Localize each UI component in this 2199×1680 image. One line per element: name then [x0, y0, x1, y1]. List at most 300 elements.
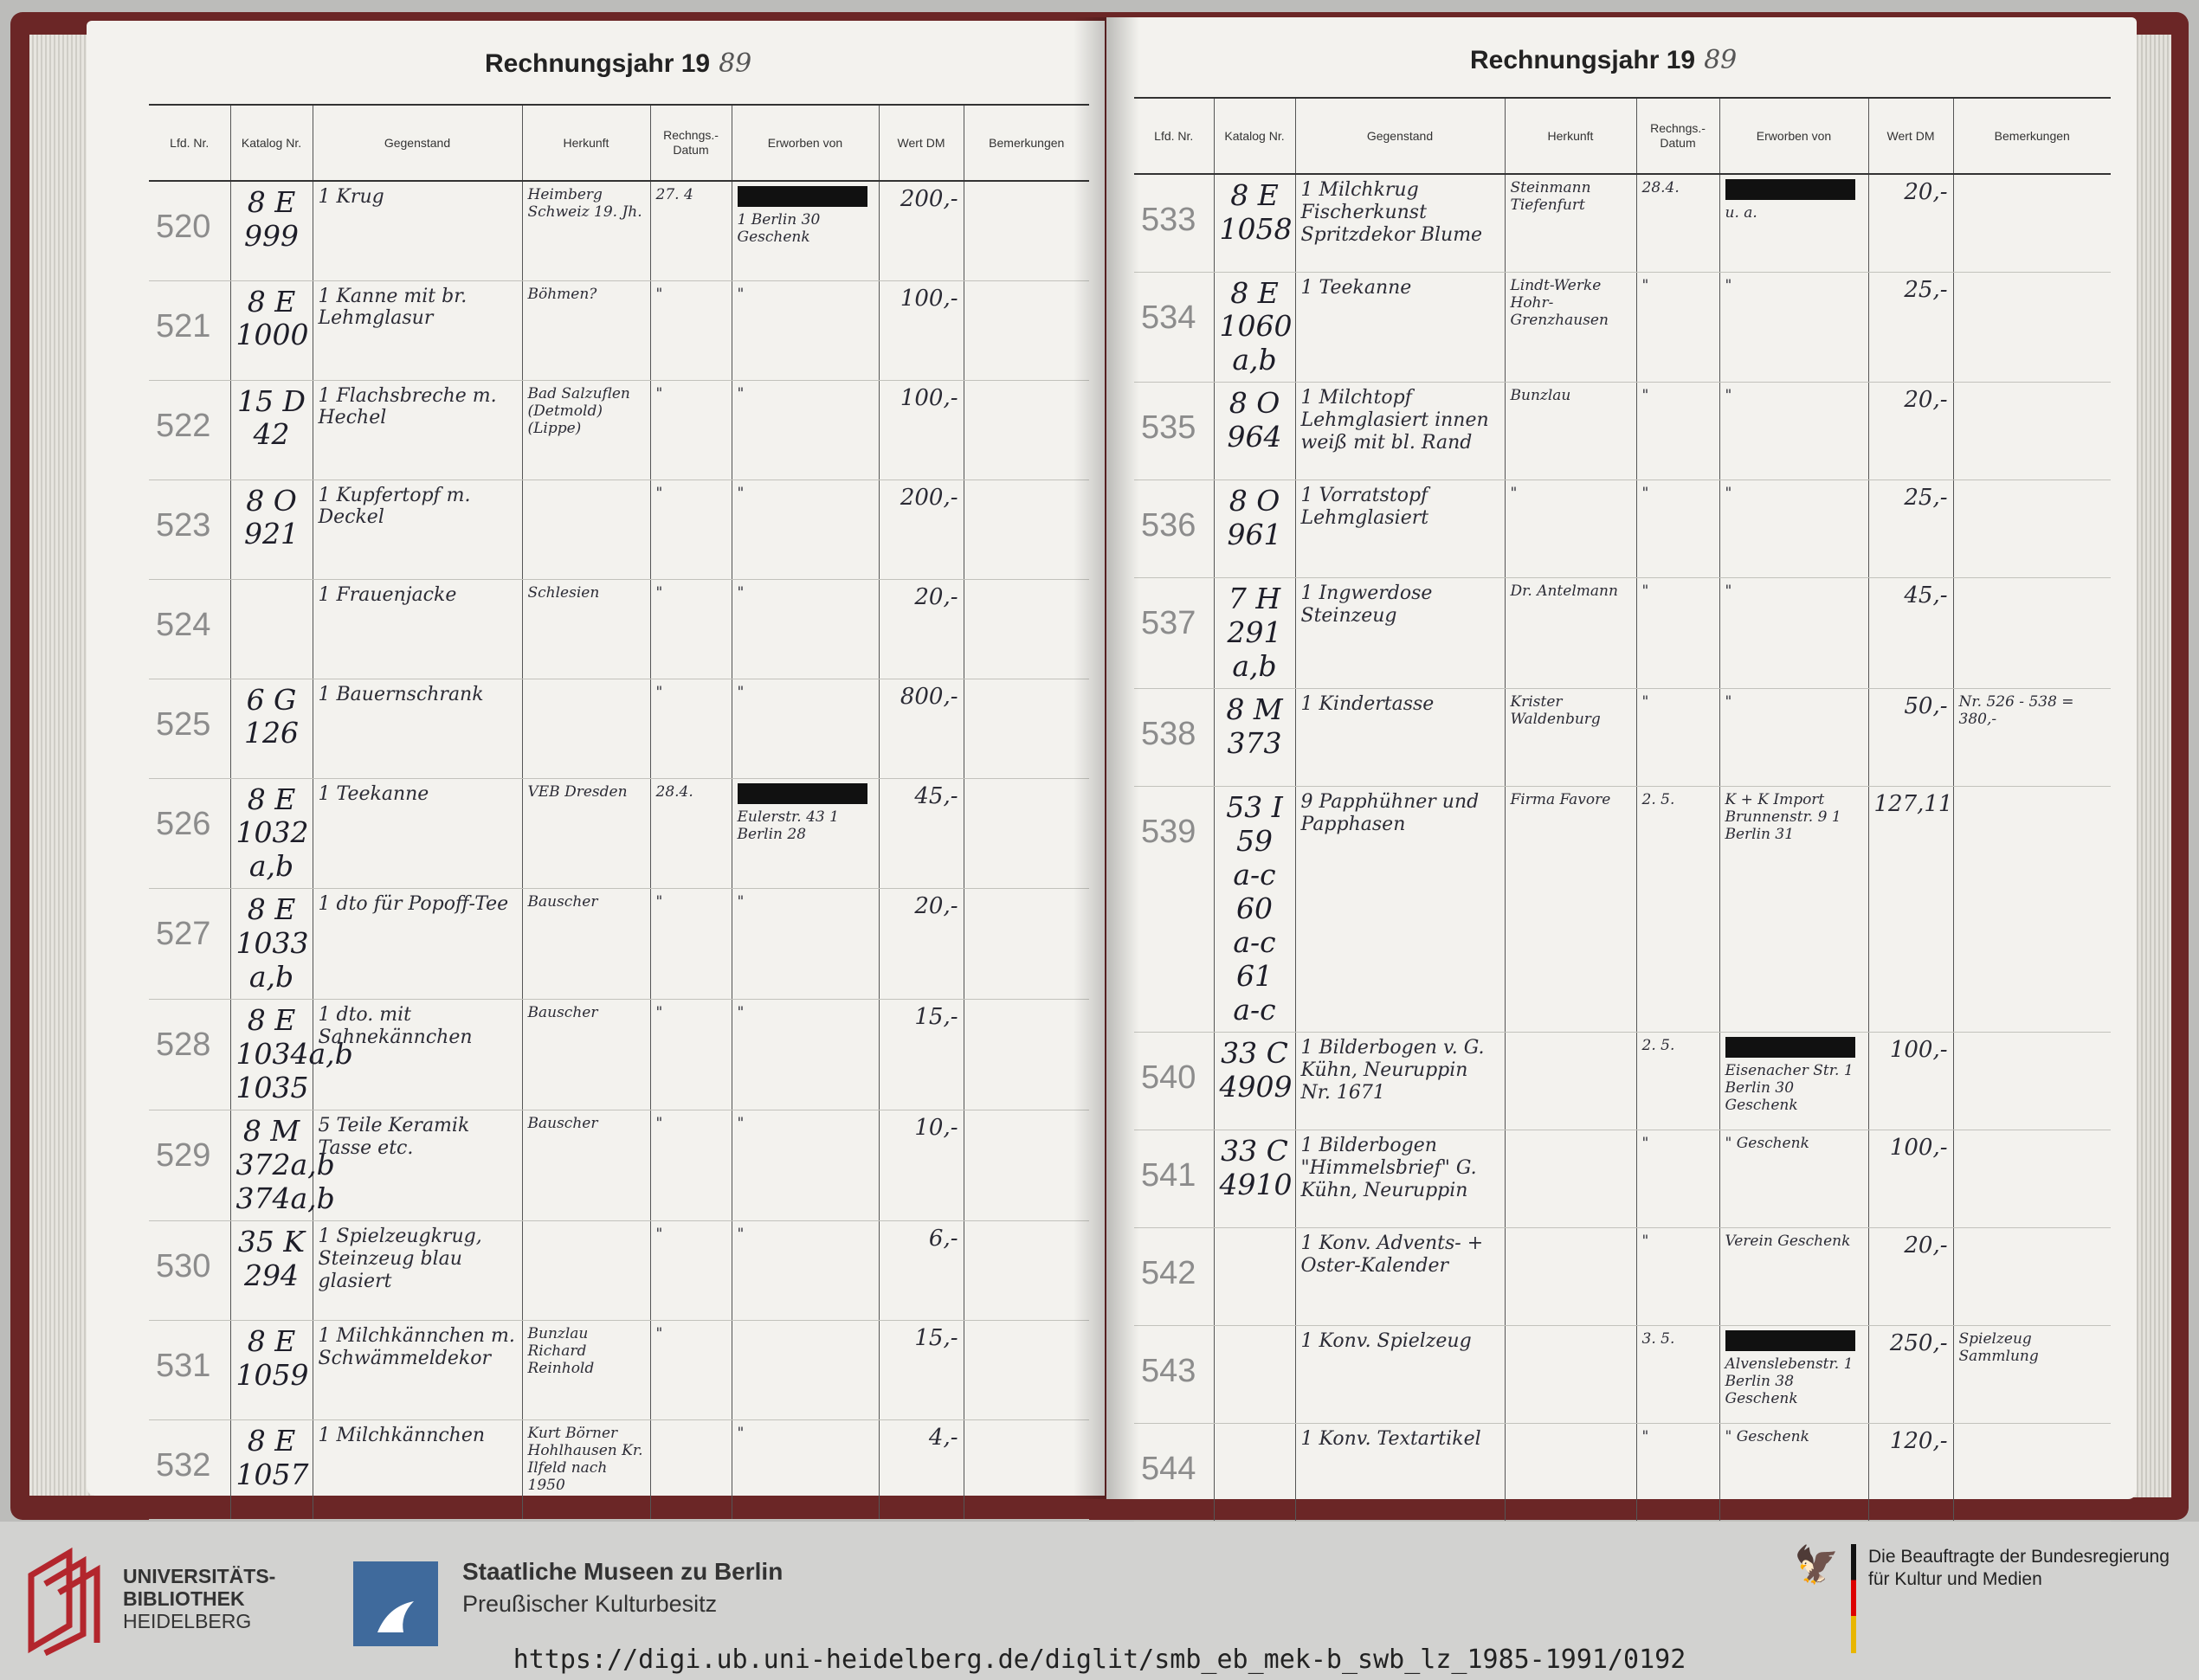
cell-gegenstand-text: 1 dto für Popoff-Tee [318, 893, 509, 916]
cell-katalog [230, 1110, 335, 1220]
cell-erworben-text: " [737, 1004, 745, 1022]
cell-erworben [732, 679, 879, 778]
cell-gegenstand [1295, 480, 1505, 578]
cell-datum-text: " [655, 1114, 663, 1132]
cell-herkunft [522, 679, 650, 778]
cell-katalog-text: 8 O 921 [244, 483, 299, 551]
bkm-line-2: für Kultur und Medien [1868, 1569, 2042, 1589]
cell-erworben [732, 1110, 879, 1220]
cell-herkunft-text: Krister Waldenburg [1510, 693, 1601, 729]
cell-erworben [1719, 787, 1868, 1033]
bkm-line-1: Die Beauftragte der Bundesregierung [1868, 1547, 2170, 1567]
source-url[interactable]: https://digi.ub.uni-heidelberg.de/diglit/smb_eb_mek-b_swb_lz_1985-1991/0192 [513, 1645, 1686, 1675]
cell-datum [650, 480, 732, 579]
cell-lfd-text: 522 [156, 407, 211, 444]
cell-bemerkungen [1953, 174, 2111, 272]
cell-herkunft [522, 579, 650, 679]
cell-herkunft-text: Bad Salzuflen (Detmold) (Lippe) [527, 384, 630, 437]
cell-lfd-text: 541 [1141, 1156, 1196, 1194]
ub-line-2: BIBLIOTHEK [123, 1587, 245, 1610]
cell-herkunft-text: Dr. Antelmann [1510, 583, 1618, 601]
cell-wert [879, 380, 964, 480]
cell-katalog-text: 33 C 4910 [1219, 1133, 1293, 1201]
cell-gegenstand-text: 1 Milchkrug Fischerkunst Spritzdekor Blume [1300, 179, 1483, 246]
cell-gegenstand-text: 1 Ingwerdose Steinzeug [1300, 583, 1433, 628]
cell-katalog-text: 6 G 126 [244, 682, 299, 750]
cell-gegenstand-text: 1 Bilderbogen v. G. Kühn, Neuruppin Nr. 1671 [1300, 1036, 1485, 1104]
ledger-row [149, 579, 1089, 679]
ledger-row [149, 181, 1089, 280]
cell-lfd-text: 529 [156, 1136, 211, 1174]
cell-herkunft-text: Bauscher [527, 1004, 598, 1022]
ledger-row [149, 280, 1089, 380]
col-header-katalog: Katalog Nr. [1214, 98, 1295, 174]
cell-bemerkungen [964, 679, 1089, 778]
cell-datum-text: " [1641, 1427, 1649, 1445]
cell-lfd-text: 539 [1141, 814, 1196, 851]
cell-gegenstand [1295, 1423, 1505, 1521]
cell-herkunft [1505, 787, 1636, 1033]
cell-herkunft [1505, 1227, 1636, 1325]
cell-erworben-text: " [1725, 693, 1732, 711]
cell-bemerkungen [1953, 578, 2111, 689]
cell-wert [879, 889, 964, 1000]
cell-erworben [1719, 174, 1868, 272]
cell-katalog [230, 380, 313, 480]
book-gutter [1074, 17, 1139, 1499]
cell-bemerkungen [1953, 383, 2111, 480]
cell-katalog-text: 8 E 999 [244, 185, 299, 253]
cell-erworben-text: " [1725, 387, 1732, 405]
cell-erworben-text: " [737, 893, 745, 911]
cell-herkunft [1505, 1325, 1636, 1423]
cell-wert [1868, 383, 1953, 480]
cell-herkunft [522, 380, 650, 480]
cell-gegenstand-text: 5 Teile Keramik Tasse etc. [318, 1114, 470, 1159]
cell-lfd [149, 1220, 230, 1320]
cell-wert-text: 20,- [914, 893, 958, 920]
cell-lfd [1134, 272, 1214, 383]
cell-erworben [1719, 689, 1868, 787]
cell-bemerkungen [964, 1220, 1089, 1320]
col-header-lfd: Lfd. Nr. [149, 105, 230, 181]
ledger-row [149, 1000, 1089, 1110]
cell-katalog [1214, 787, 1295, 1033]
german-flag-bar [1851, 1544, 1856, 1653]
cell-datum-text: " [655, 1225, 663, 1243]
cell-wert [1868, 1130, 1953, 1227]
col-header-wert: Wert DM [879, 105, 964, 181]
cell-lfd-text: 537 [1141, 605, 1196, 642]
cell-datum-text: 28.4. [655, 782, 693, 801]
cell-katalog-text: 8 O 964 [1227, 386, 1282, 454]
cell-datum [1636, 480, 1719, 578]
cell-erworben [1719, 578, 1868, 689]
cell-gegenstand-text: 1 Milchkännchen [318, 1424, 486, 1446]
cell-erworben-text: Eisenacher Str. 1 Berlin 30 Geschenk [1725, 1061, 1854, 1114]
header-row [1134, 98, 2111, 174]
cell-datum [1636, 383, 1719, 480]
cell-gegenstand-text: 1 Milchkännchen m. Schwämmeldekor [318, 1324, 515, 1369]
cell-datum-text: " [1641, 276, 1649, 294]
cell-bemerkungen-text: Nr. 526 - 538 = 380,- [1958, 693, 2074, 729]
cell-katalog [230, 280, 313, 380]
cell-katalog-text: 15 D 42 [237, 383, 306, 452]
cell-bemerkungen [964, 1320, 1089, 1419]
cell-bemerkungen [1953, 1423, 2111, 1521]
cell-bemerkungen [1953, 787, 2111, 1033]
cell-katalog [1214, 1130, 1295, 1227]
cell-wert [1868, 1032, 1953, 1130]
cell-datum [650, 778, 732, 889]
cell-gegenstand-text: 1 Flachsbreche m. Hechel [318, 384, 497, 429]
cell-erworben [732, 889, 879, 1000]
cell-gegenstand-text: 1 Krug [318, 186, 384, 208]
cell-erworben [732, 778, 879, 889]
cell-erworben [732, 181, 879, 280]
redaction-bar [1725, 1037, 1855, 1058]
cell-wert-text: 250,- [1889, 1329, 1948, 1356]
cell-lfd-text: 533 [1141, 202, 1196, 238]
cell-katalog [230, 889, 313, 1000]
cell-erworben [732, 280, 879, 380]
cell-wert [1868, 272, 1953, 383]
cell-datum [1636, 174, 1719, 272]
cell-lfd [149, 889, 230, 1000]
col-header-bemerkungen: Bemerkungen [964, 105, 1089, 181]
col-header-datum: Rechngs.- Datum [650, 105, 732, 181]
cell-erworben [1719, 1423, 1868, 1521]
cell-gegenstand [1295, 1325, 1505, 1423]
cell-gegenstand [1295, 1227, 1505, 1325]
ledger-row [149, 1220, 1089, 1320]
cell-gegenstand [313, 778, 522, 889]
cell-katalog-text: 8 E 1059 [235, 1323, 309, 1392]
cell-datum [1636, 1227, 1719, 1325]
cell-wert-text: 15,- [914, 1324, 958, 1351]
cell-herkunft-text: Bunzlau [1510, 387, 1571, 405]
cell-herkunft [522, 480, 650, 579]
cell-lfd [149, 480, 230, 579]
redaction-bar [738, 186, 867, 207]
cell-bemerkungen [964, 1000, 1089, 1110]
cell-datum-text: " [1641, 1134, 1649, 1152]
cell-katalog-text: 35 K 294 [237, 1224, 306, 1292]
ub-line-3: HEIDELBERG [123, 1610, 252, 1632]
ledger-row [1134, 480, 2111, 578]
cell-lfd [1134, 689, 1214, 787]
cell-erworben-text: Alvenslebenstr. 1 Berlin 38 Geschenk [1725, 1355, 1854, 1407]
cell-gegenstand [1295, 174, 1505, 272]
title-text: Rechnungsjahr 19 [1470, 46, 1696, 74]
cell-herkunft [1505, 578, 1636, 689]
col-header-erworben: Erworben von [732, 105, 879, 181]
cell-lfd-text: 525 [156, 705, 211, 743]
cell-katalog [230, 778, 313, 889]
cell-gegenstand-text: 1 Vorratstopf Lehmglasiert [1300, 485, 1429, 530]
cell-datum [650, 679, 732, 778]
cell-wert-text: 25,- [1904, 485, 1948, 512]
cell-erworben [1719, 272, 1868, 383]
cell-datum-text: " [1641, 583, 1649, 601]
redaction-bar [1725, 179, 1855, 200]
cell-bemerkungen [1953, 272, 2111, 383]
cell-datum [650, 280, 732, 380]
cell-wert-text: 127,11 [1873, 791, 1953, 818]
cell-herkunft-text: Lindt-Werke Hohr-Grenzhausen [1510, 276, 1609, 329]
cell-katalog [230, 181, 313, 280]
cell-gegenstand [313, 889, 522, 1000]
cell-wert [879, 1000, 964, 1110]
ub-heidelberg-logo-icon [24, 1546, 107, 1653]
cell-lfd [1134, 1325, 1214, 1423]
cell-erworben [1719, 480, 1868, 578]
cell-lfd-text: 524 [156, 606, 211, 643]
cell-erworben [732, 579, 879, 679]
smb-title: Staatliche Museen zu Berlin [462, 1558, 784, 1585]
cell-datum [650, 1110, 732, 1220]
cell-lfd [1134, 174, 1214, 272]
cell-katalog-text: 8 E 1060 a,b [1219, 275, 1293, 377]
cell-herkunft [1505, 272, 1636, 383]
cell-wert-text: 20,- [1904, 387, 1948, 414]
cell-wert-text: 45,- [1904, 583, 1948, 609]
cell-wert-text: 15,- [914, 1004, 958, 1031]
cell-datum-text: 28.4. [1641, 179, 1680, 196]
cell-wert [879, 679, 964, 778]
cell-erworben [732, 380, 879, 480]
cell-herkunft [522, 1419, 650, 1519]
cell-katalog-text: 7 H 291 a,b [1227, 582, 1282, 684]
ledger-row [149, 1419, 1089, 1519]
cell-herkunft [522, 280, 650, 380]
cell-herkunft-text: Bauscher [527, 893, 598, 911]
smb-subtitle: Preußischer Kulturbesitz [462, 1591, 718, 1617]
cell-datum-text: " [655, 893, 663, 911]
cell-herkunft-text: Steinmann Tiefenfurt [1510, 179, 1591, 215]
cell-lfd-text: 526 [156, 805, 211, 842]
cell-lfd [1134, 383, 1214, 480]
cell-lfd-text: 523 [156, 506, 211, 544]
cell-bemerkungen [964, 280, 1089, 380]
cell-lfd-text: 528 [156, 1027, 211, 1064]
cell-datum-text: 2. 5. [1641, 1036, 1675, 1054]
cell-katalog-text: 8 E 1058 [1219, 178, 1293, 246]
redaction-bar [1725, 1330, 1855, 1351]
cell-erworben-text: " [737, 285, 745, 303]
cell-gegenstand-text: 1 Kupfertopf m. Deckel [318, 484, 471, 529]
ledger-row [1134, 383, 2111, 480]
cell-herkunft [1505, 1130, 1636, 1227]
ledger-row [149, 679, 1089, 778]
cell-erworben [732, 1220, 879, 1320]
cell-lfd-text: 520 [156, 209, 211, 245]
cell-erworben-text: Verein Geschenk [1725, 1232, 1851, 1250]
cell-lfd-text: 542 [1141, 1254, 1196, 1291]
ledger-row [1134, 1130, 2111, 1227]
cell-katalog-text: 8 M 373 [1226, 692, 1283, 761]
cell-herkunft [522, 889, 650, 1000]
cell-datum [650, 380, 732, 480]
cell-bemerkungen [964, 480, 1089, 579]
cell-wert-text: 20,- [1904, 1232, 1948, 1258]
title-text: Rechnungsjahr 19 [485, 49, 711, 78]
cell-gegenstand [1295, 1032, 1505, 1130]
cell-wert-text: 200,- [900, 186, 958, 212]
cell-bemerkungen [1953, 480, 2111, 578]
federal-eagle-icon: 🦅 [1794, 1544, 1840, 1585]
cell-wert-text: 100,- [900, 384, 958, 411]
ledger-row [149, 380, 1089, 480]
cell-datum-text: " [1641, 693, 1649, 711]
cell-gegenstand [313, 480, 522, 579]
year-handwritten: 89 [1704, 45, 1738, 75]
redaction-bar [738, 783, 867, 804]
ledger-table-right [1134, 97, 2111, 1619]
cell-herkunft [522, 1000, 650, 1110]
cell-datum [1636, 272, 1719, 383]
cell-lfd-text: 534 [1141, 299, 1196, 336]
smb-eagle-logo-icon [353, 1561, 438, 1646]
cell-wert-text: 120,- [1889, 1427, 1948, 1454]
cell-wert-text: 20,- [1904, 179, 1948, 205]
cell-lfd [1134, 1130, 1214, 1227]
cell-erworben [732, 480, 879, 579]
cell-erworben [732, 1000, 879, 1110]
cell-erworben [1719, 383, 1868, 480]
cell-datum-text: " [655, 1324, 663, 1342]
cell-lfd [149, 1000, 230, 1110]
cell-datum-text: 3. 5. [1641, 1329, 1675, 1348]
cell-bemerkungen [964, 1419, 1089, 1519]
cell-lfd [149, 579, 230, 679]
bkm-name [1868, 1546, 2170, 1591]
ledger-row [1134, 1032, 2111, 1130]
cell-katalog-text: 8 E 1057 [235, 1423, 309, 1491]
cell-lfd [1134, 480, 1214, 578]
cell-lfd [1134, 1423, 1214, 1521]
cell-gegenstand [1295, 578, 1505, 689]
ledger-row [1134, 1423, 2111, 1521]
cell-wert [1868, 578, 1953, 689]
cell-datum-text: " [655, 683, 663, 701]
cell-gegenstand [313, 380, 522, 480]
cell-datum [650, 1000, 732, 1110]
cell-datum [650, 579, 732, 679]
col-header-herkunft: Herkunft [1505, 98, 1636, 174]
cell-wert [1868, 1423, 1953, 1521]
cell-lfd-text: 535 [1141, 409, 1196, 447]
cell-bemerkungen [964, 181, 1089, 280]
cell-gegenstand [313, 679, 522, 778]
cell-lfd [1134, 1032, 1214, 1130]
cell-wert [879, 280, 964, 380]
cell-bemerkungen [964, 380, 1089, 480]
cell-herkunft [1505, 383, 1636, 480]
cell-erworben-text: 1 Berlin 30 Geschenk [737, 211, 821, 247]
ledger-row [1134, 272, 2111, 383]
cell-datum-text: " [655, 285, 663, 303]
col-header-wert: Wert DM [1868, 98, 1953, 174]
cell-gegenstand-text: 1 Kanne mit br. Lehmglasur [318, 285, 468, 330]
cell-gegenstand [313, 280, 522, 380]
cell-wert-text: 45,- [914, 782, 958, 809]
cell-wert [879, 480, 964, 579]
ledger-table-left [149, 104, 1089, 1520]
cell-gegenstand [1295, 1130, 1505, 1227]
ledger-row [149, 1110, 1089, 1220]
cell-herkunft-text: Böhmen? [527, 285, 597, 303]
cell-datum [650, 181, 732, 280]
cell-gegenstand-text: 1 Konv. Textartikel [1300, 1427, 1481, 1450]
cell-wert [1868, 689, 1953, 787]
cell-datum [1636, 689, 1719, 787]
col-header-lfd: Lfd. Nr. [1134, 98, 1214, 174]
col-header-datum: Rechngs.- Datum [1636, 98, 1719, 174]
cell-datum-text: " [1641, 485, 1649, 503]
ledger-row [149, 480, 1089, 579]
cell-katalog [1214, 1423, 1295, 1521]
cell-erworben-text: " [737, 1424, 745, 1442]
col-header-bemerkungen: Bemerkungen [1953, 98, 2111, 174]
cell-erworben-text: " [737, 1114, 745, 1132]
cell-erworben [1719, 1227, 1868, 1325]
cell-bemerkungen [1953, 1130, 2111, 1227]
cell-gegenstand [313, 181, 522, 280]
cell-lfd [1134, 578, 1214, 689]
cell-katalog [230, 679, 313, 778]
cell-erworben-text: " [737, 1225, 745, 1243]
cell-datum [1636, 1423, 1719, 1521]
cell-lfd [149, 1419, 230, 1519]
ledger-row [1134, 689, 2111, 787]
cell-herkunft [1505, 174, 1636, 272]
cell-bemerkungen [964, 579, 1089, 679]
cell-lfd-text: 531 [156, 1347, 211, 1384]
cell-gegenstand [1295, 689, 1505, 787]
cell-erworben-text: K + K Import Brunnenstr. 9 1 Berlin 31 [1725, 791, 1841, 844]
cell-gegenstand [313, 1419, 522, 1519]
cell-katalog-text: 8 E 1034a,b 1035 [235, 1003, 353, 1104]
cell-datum-text: 27. 4 [655, 186, 693, 203]
cell-lfd [149, 380, 230, 480]
cell-datum [1636, 578, 1719, 689]
cell-bemerkungen [964, 1110, 1089, 1220]
cell-gegenstand [313, 579, 522, 679]
left-page [87, 21, 1105, 1496]
cell-gegenstand-text: 1 Konv. Advents- + Oster-Kalender [1300, 1232, 1484, 1277]
cell-wert-text: 25,- [1904, 276, 1948, 303]
cell-bemerkungen [1953, 1227, 2111, 1325]
cell-gegenstand-text: 9 Papphühner und Papphasen [1300, 791, 1480, 836]
cell-katalog [1214, 1032, 1295, 1130]
cell-lfd-text: 521 [156, 307, 211, 344]
cell-katalog [1214, 480, 1295, 578]
cell-lfd-text: 544 [1141, 1450, 1196, 1487]
ledger-row [1134, 787, 2111, 1033]
cell-herkunft [522, 1110, 650, 1220]
cell-lfd [149, 1110, 230, 1220]
footer-bar [0, 1522, 2199, 1680]
cell-herkunft [522, 181, 650, 280]
cell-herkunft [522, 1220, 650, 1320]
cell-herkunft [1505, 689, 1636, 787]
cell-erworben [1719, 1032, 1868, 1130]
cell-datum [650, 1220, 732, 1320]
cell-datum-text: " [655, 384, 663, 402]
cell-gegenstand-text: 1 dto. mit Sahnekännchen [318, 1004, 473, 1049]
cell-wert [1868, 480, 1953, 578]
